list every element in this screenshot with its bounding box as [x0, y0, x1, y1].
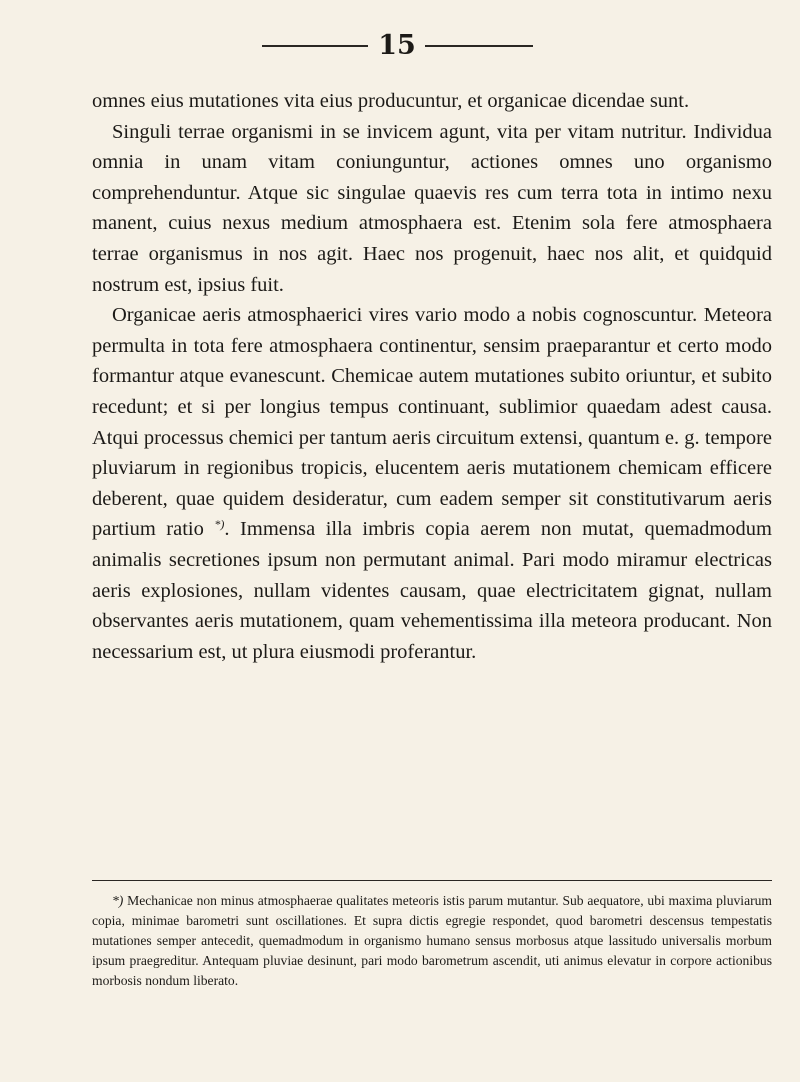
- page-header: [0, 26, 800, 66]
- footnote: [92, 891, 772, 991]
- footnote-reference: *): [214, 517, 225, 532]
- paragraph-text: Organicae aeris atmosphaerici vires vario modo a nobis cognoscuntur. Meteora permulta in tota fere atmosphaera continentur, sensim praeparantur et certo modo formantur atque evanescunt. Chemicae autem mutationes subito oriuntur, et subito recedunt; et si per longius tempus continuant, sublimior quaedam adest causa. Atqui processus chemici per tantum aeris circuitum extensi, quantum e. g. tempore pluviarum in regionibus tropicis, elucentem aeris mutationem chemicam efficere deberent, quae quidem desideratur, cum eadem semper sit constitutivarum aeris partium ratio: [92, 304, 772, 541]
- header-rule-right: [425, 45, 533, 47]
- paragraph: omnes eius mutationes vita eius producuntur, et organicae dicendae sunt.: [92, 90, 690, 112]
- main-text: [92, 86, 772, 667]
- paragraph: Singuli terrae organismi in se invicem agunt, vita per vitam nutritur. Individua omnia in unam vitam coniunguntur, actiones omnes uno organismo comprehenduntur. Atque sic singulae quaevis res cum terra tota in intimo nexu manent, cuius nexus medium atmosphaera est. Etenim sola fere atmosphaera terrae organismus in nos agit. Haec nos progenuit, haec nos alit, et quidquid nostrum est, ipsius fuit.: [92, 120, 772, 296]
- header-rule-left: [262, 45, 368, 47]
- footnote-text: Mechanicae non minus atmosphaerae qualitates meteoris istis parum mutantur. Sub aequatore, ubi maxima pluviarum copia, minimae barometri sunt oscillationes. Et supra dictis egregie respondet, quod barometri descensus tempestatis mutationes semper antecedit, quemadmodum in organismo humano sensus morbosus atque lassitudo universalis morbum ipsum praegreditur. Antequam pluviae desinunt, pari modo barometrum ascendit, uti animus elevatur in corpore actionibus morbosis nondum liberato.: [92, 893, 772, 989]
- paragraph-text: Immensa illa imbris copia aerem non mutat, quemadmodum animalis secretiones ipsum non permutant animal. Pari modo miramur electricas aeris explosiones, nullam videntes causam, quae electricitatem gignat, nullam observantes aeris mutationem, quam vehementissima illa meteora producant. Non necessarium est, ut plura eiusmodi proferantur.: [92, 518, 772, 663]
- page-number: 15: [378, 30, 416, 61]
- footnote-separator: [92, 880, 772, 881]
- footnote-marker: *): [112, 893, 124, 908]
- paragraph-with-note: Organicae aeris atmosphaerici vires vario modo a nobis cognoscuntur. Meteora permulta in tota fere atmosphaera continentur, sensim praeparantur et certo modo formantur atque evanescunt. Chemicae autem mutationes subito oriuntur, et subito recedunt; et si per longius tempus continuant, sublimior quaedam adest causa. Atqui processus chemici per tantum aeris circuitum extensi, quantum e. g. tempore pluviarum in regionibus tropicis, elucentem aeris mutationem chemicam efficere deberent, quae quidem desideratur, cum eadem semper sit constitutivarum aeris partium ratio *). Immensa illa imbris copia aerem non mutat, quemadmodum animalis secretiones ipsum non permutant animal. Pari modo miramur electricas aeris explosiones, nullam videntes causam, quae electricitatem gignat, nullam observantes aeris mutationem, quam vehementissima illa meteora producant. Non necessarium est, ut plura eiusmodi proferantur.: [92, 304, 772, 663]
